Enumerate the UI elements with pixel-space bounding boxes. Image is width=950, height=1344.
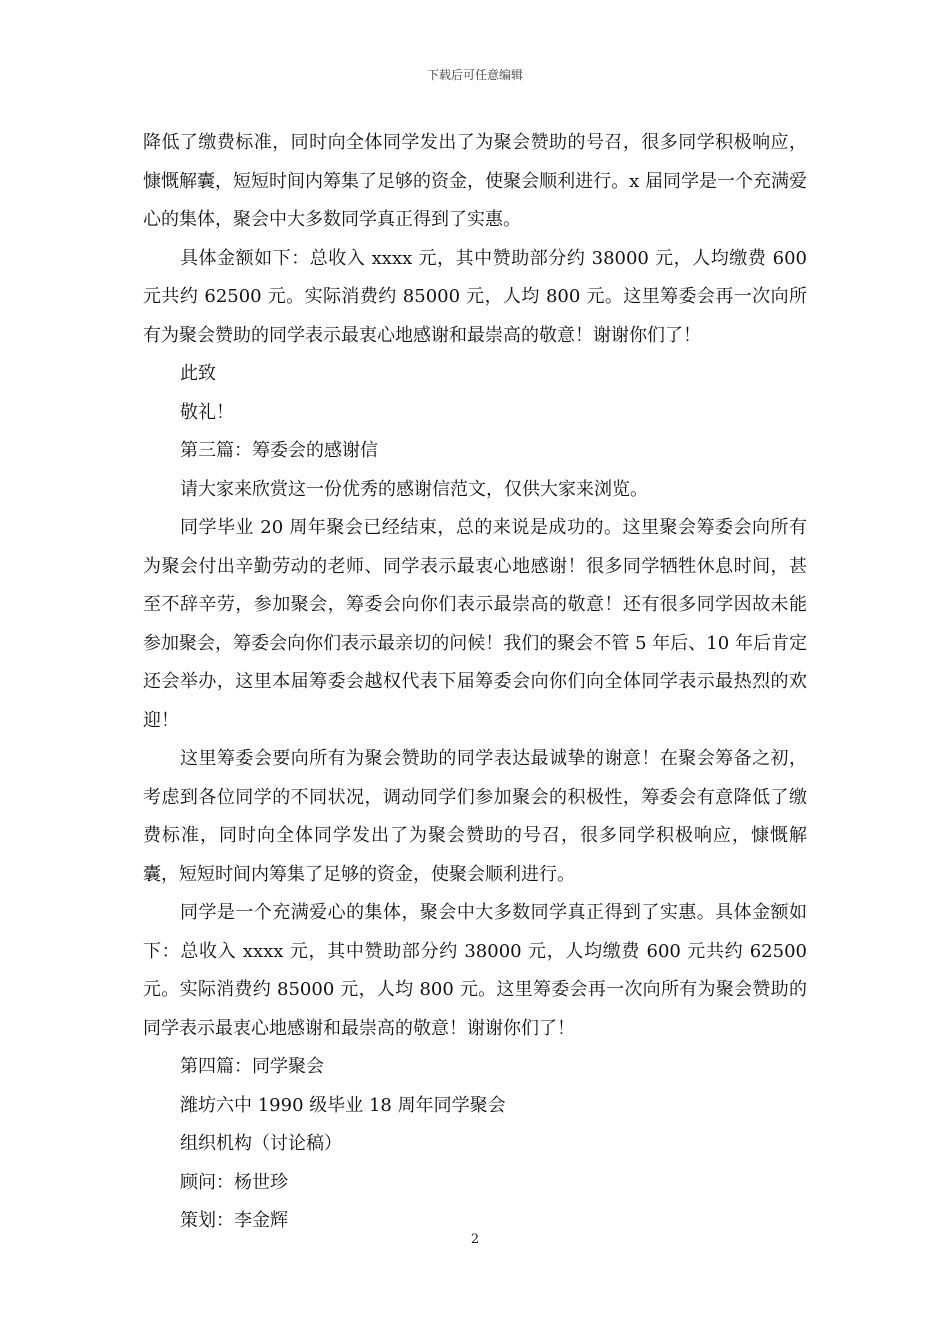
document-body [143,124,807,1241]
paragraph: 第三篇：筹委会的感谢信 [180,440,378,461]
paragraph: 请大家来欣赏这一份优秀的感谢信范文，仅供大家来浏览。 [180,478,648,500]
page-header: 下载后可任意编辑 [426,68,523,82]
paragraph: 敬礼！ [180,401,234,423]
paragraph: 第四篇：同学聚会 [180,1056,324,1077]
paragraph: 策划：李金辉 [180,1210,288,1231]
paragraph: 此致 [180,363,216,384]
paragraph: 同学毕业 20 周年聚会已经结束，总的来说是成功的。这里聚会筹委会向所有为聚会付出辛勤劳动的老师、同学表示最衷心地感谢！很多同学牺牲休息时间，甚至不辞辛劳，参加聚会，筹委会向你们表示最崇高的敬意！还有很多同学因故未能参加聚会，筹委会向你们表示最亲切的问候！我们的聚会不管 5 年后、10 年后肯定还会举办，这里本届筹委会越权代表下届筹委会向你们向全体同学表示最热烈的欢迎！ [143,517,807,731]
paragraph: 顾问：杨世珍 [180,1171,288,1193]
paragraph: 同学是一个充满爱心的集体，聚会中大多数同学真正得到了实惠。具体金额如下：总收入 xxxx 元，其中赞助部分约 38000 元，人均缴费 600 元共约 62500 元。实际消费约 85000 元，人均 800 元。这里筹委会再一次向所有为聚会赞助的同学表示最衷心地感谢和最崇高的敬意！谢谢你们了！ [143,902,807,1039]
page-number: 2 [470,1232,480,1247]
paragraph: 潍坊六中 1990 级毕业 18 周年同学聚会 [180,1094,506,1116]
paragraph: 具体金额如下：总收入 xxxx 元，其中赞助部分约 38000 元，人均缴费 600 元共约 62500 元。实际消费约 85000 元，人均 800 元。这里筹委会再一次向所有为聚会赞助的同学表示最衷心地感谢和最崇高的敬意！谢谢你们了！ [143,247,807,346]
paragraph: 这里筹委会要向所有为聚会赞助的同学表达最诚挚的谢意！在聚会筹备之初，考虑到各位同学的不同状况，调动同学们参加聚会的积极性，筹委会有意降低了缴费标准，同时向全体同学发出了为聚会赞助的号召，很多同学积极响应，慷慨解囊，短短时间内筹集了足够的资金，使聚会顺利进行。 [143,748,807,885]
paragraph: 降低了缴费标准，同时向全体同学发出了为聚会赞助的号召，很多同学积极响应，慷慨解囊，短短时间内筹集了足够的资金，使聚会顺利进行。x 届同学是一个充满爱心的集体，聚会中大多数同学真正得到了实惠。 [143,132,807,230]
paragraph: 组织机构（讨论稿） [180,1133,342,1154]
